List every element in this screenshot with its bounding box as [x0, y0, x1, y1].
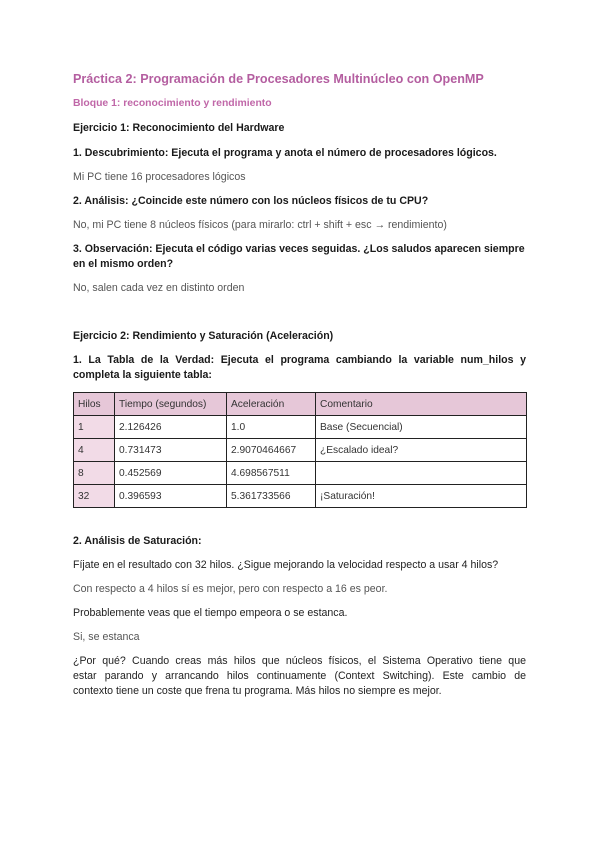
table-row: [74, 439, 527, 462]
exercise1-heading: Ejercicio 1: Reconocimiento del Hardware: [73, 122, 285, 134]
block-subtitle: Bloque 1: reconocimiento y rendimiento: [73, 98, 272, 109]
exercise1-question3-line1: 3. Observación: Ejecuta el código varias veces seguidas. ¿Los saludos aparecen siempre: [73, 243, 525, 255]
header-threads: Hilos: [74, 393, 115, 416]
header-time: Tiempo (segundos): [115, 393, 227, 416]
cell-speedup: 1.0: [227, 416, 316, 439]
exercise1-question3-line2: en el mismo orden?: [73, 258, 174, 270]
header-speedup: Aceleración: [227, 393, 316, 416]
cell-comment: ¡Saturación!: [316, 485, 527, 508]
page-title: Práctica 2: Programación de Procesadores Multinúcleo con OpenMP: [73, 72, 484, 86]
exercise1-answer1: Mi PC tiene 16 procesadores lógicos: [73, 171, 246, 183]
saturation-answer: Con respecto a 4 hilos sí es mejor, pero con respecto a 16 es peor.: [73, 583, 388, 595]
results-table: [73, 392, 527, 508]
table-row: [74, 485, 527, 508]
explanation-line1: ¿Por qué? Cuando creas más hilos que núcleos físicos, el Sistema Operativo tiene que: [73, 655, 526, 667]
exercise1-question1: 1. Descubrimiento: Ejecuta el programa y anota el número de procesadores lógicos.: [73, 147, 497, 159]
cell-threads: 1: [74, 416, 115, 439]
exercise1-answer2: No, mi PC tiene 8 núcleos físicos (para mirarlo: ctrl + shift + esc → rendimiento): [73, 219, 447, 231]
header-comment: Comentario: [316, 393, 527, 416]
table-row: [74, 462, 527, 485]
cell-threads: 32: [74, 485, 115, 508]
cell-comment: Base (Secuencial): [316, 416, 527, 439]
saturation-heading: 2. Análisis de Saturación:: [73, 535, 202, 547]
saturation-question: Fíjate en el resultado con 32 hilos. ¿Sigue mejorando la velocidad respecto a usar 4 hilos?: [73, 559, 499, 571]
saturation-answer2: Si, se estanca: [73, 631, 140, 643]
cell-speedup: 2.9070464667: [227, 439, 316, 462]
exercise1-answer3: No, salen cada vez en distinto orden: [73, 282, 245, 294]
saturation-note: Probablemente veas que el tiempo empeora o se estanca.: [73, 607, 348, 619]
cell-comment: [316, 462, 527, 485]
cell-time: 0.452569: [115, 462, 227, 485]
cell-threads: 4: [74, 439, 115, 462]
exercise1-question2: 2. Análisis: ¿Coincide este número con los núcleos físicos de tu CPU?: [73, 195, 429, 207]
explanation-line2: estar parando y arrancando hilos continuamente (Context Switching). Este cambio de: [73, 670, 526, 682]
cell-time: 0.731473: [115, 439, 227, 462]
cell-time: 0.396593: [115, 485, 227, 508]
table-row: [74, 416, 527, 439]
cell-threads: 8: [74, 462, 115, 485]
exercise2-heading: Ejercicio 2: Rendimiento y Saturación (Aceleración): [73, 330, 334, 342]
exercise2-question1-line2: completa la siguiente tabla:: [73, 369, 212, 381]
explanation-line3: contexto tiene un coste que frena tu programa. Más hilos no siempre es mejor.: [73, 685, 442, 697]
exercise2-question1-line1: 1. La Tabla de la Verdad: Ejecuta el programa cambiando la variable num_hilos y: [73, 354, 526, 366]
table-header-row: [74, 393, 527, 416]
cell-time: 2.126426: [115, 416, 227, 439]
cell-comment: ¿Escalado ideal?: [316, 439, 527, 462]
cell-speedup: 5.361733566: [227, 485, 316, 508]
cell-speedup: 4.698567511: [227, 462, 316, 485]
